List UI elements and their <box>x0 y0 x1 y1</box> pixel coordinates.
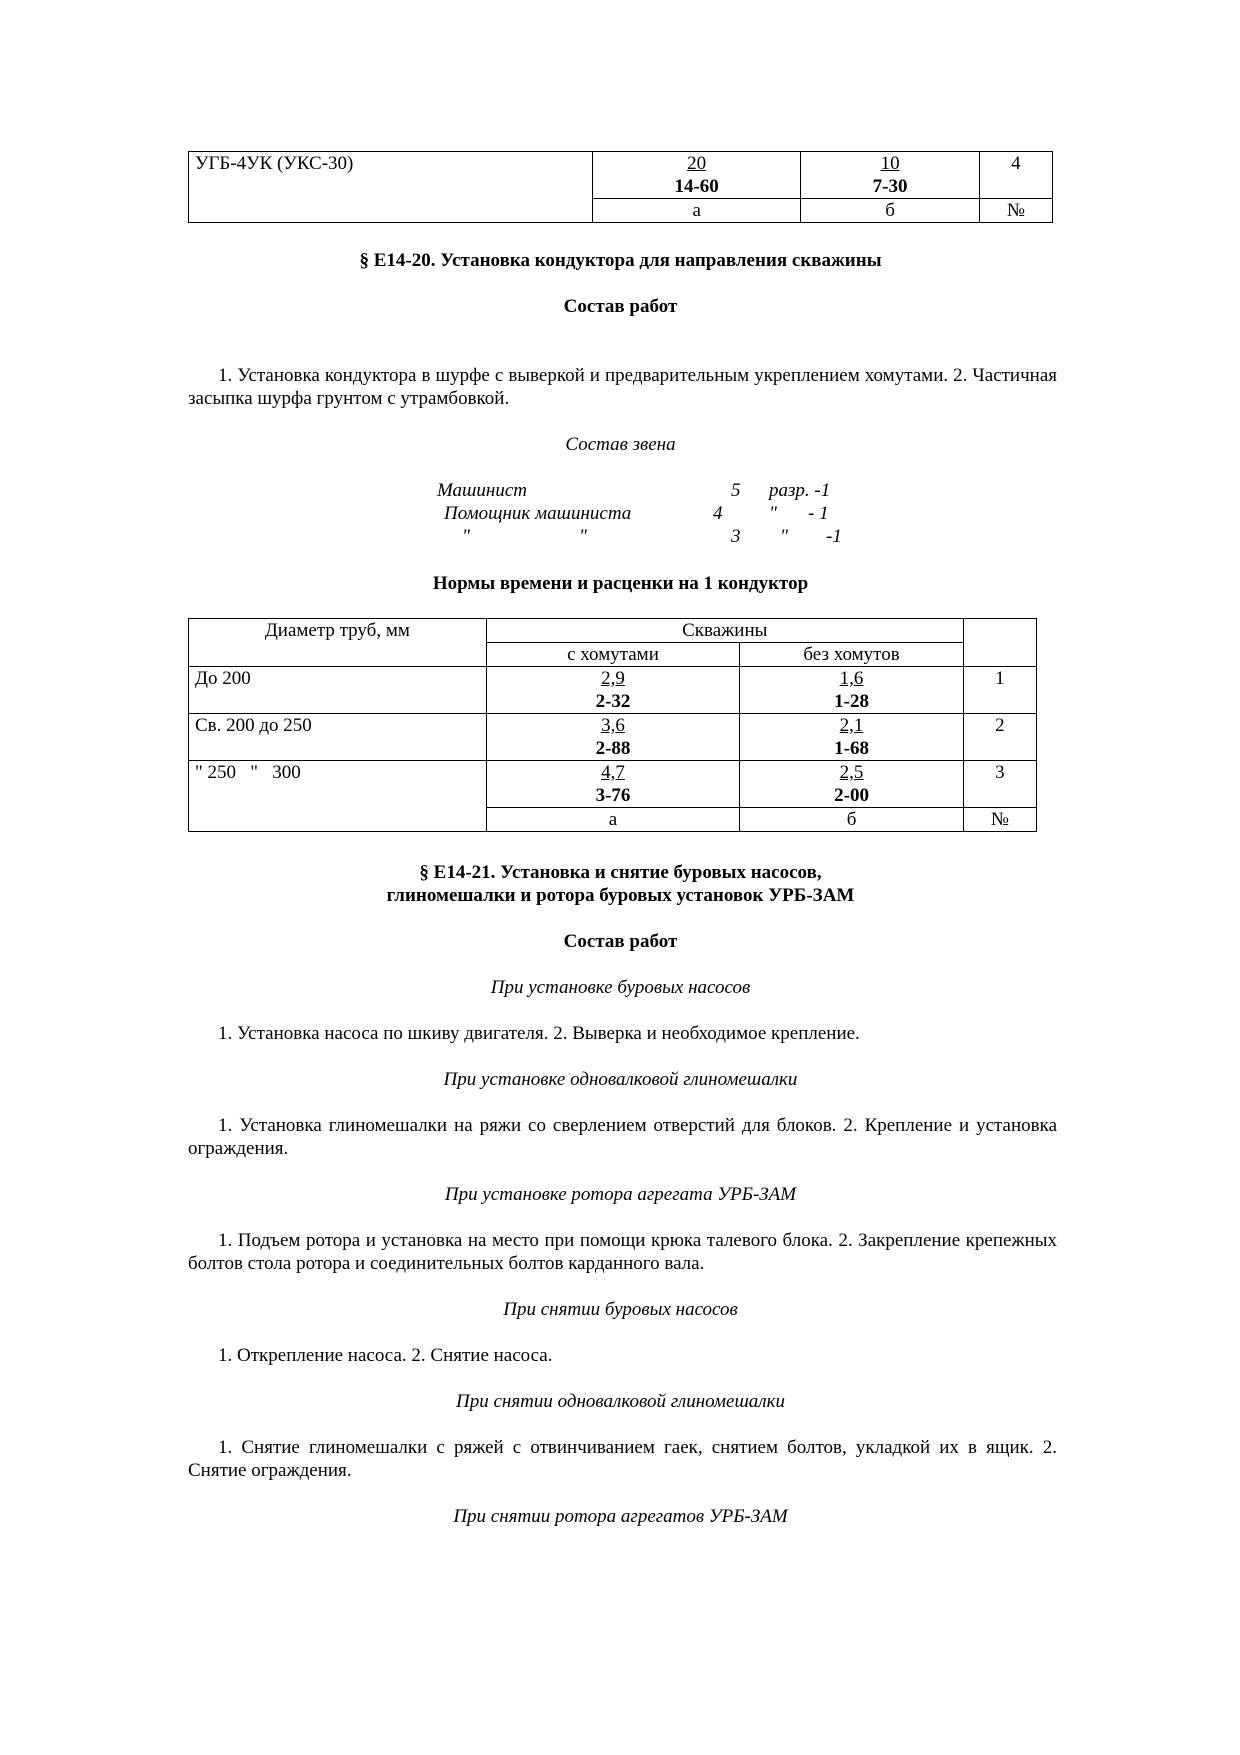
price-b: 7-30 <box>872 176 908 197</box>
price: 1-68 <box>834 738 869 759</box>
row-num: 3 <box>963 761 1036 808</box>
norm: 2,5 <box>839 762 864 783</box>
crew-grade-1: 5 <box>731 480 741 501</box>
col-wells: Скважины <box>486 619 963 643</box>
norm: 3,6 <box>601 715 625 736</box>
section21-title-line2: глиномешалки и ротора буровых установок УРБ-ЗАМ <box>386 885 855 906</box>
section21-title-line1: § Е14-21. Установка и снятие буровых насосов, <box>419 862 822 883</box>
sub-heading-2: При установке одновалковой глиномешалки <box>443 1069 798 1090</box>
footer-b: б <box>801 199 979 223</box>
price: 3-76 <box>595 785 631 806</box>
col-diameter: Диаметр труб, мм <box>189 619 487 667</box>
table-row <box>189 667 1037 714</box>
sub-heading-1: При установке буровых насосов <box>490 977 751 998</box>
price: 2-32 <box>595 691 631 712</box>
sub-heading-6: При снятии ротора агрегатов УРБ-ЗАМ <box>453 1506 788 1527</box>
crew-count-3: -1 <box>826 526 842 547</box>
norm: 4,7 <box>601 762 625 783</box>
cell-without <box>740 667 964 714</box>
norm: 2,9 <box>601 668 625 689</box>
item-text-4: 1. Открепление насоса. 2. Снятие насоса. <box>218 1345 553 1366</box>
crew-mark-3: " <box>780 526 788 547</box>
row-number-cell <box>979 152 1052 199</box>
sub-heading-4: При снятии буровых насосов <box>503 1299 738 1320</box>
cell-with <box>486 714 740 761</box>
row-num: 1 <box>963 667 1036 714</box>
cell-with <box>486 761 740 808</box>
section20-title: § Е14-20. Установка кондуктора для направления скважины <box>359 250 882 271</box>
price: 2-88 <box>595 738 631 759</box>
sub-heading-3: При установке ротора агрегата УРБ-ЗАМ <box>444 1184 797 1205</box>
crew-grade-2: 4 <box>713 503 723 524</box>
table-row <box>189 714 1037 761</box>
col-num-blank <box>963 619 1036 667</box>
crew-role-1: Машинист <box>437 480 527 501</box>
row-label: " 250 " 300 <box>189 761 487 832</box>
cell-with <box>486 667 740 714</box>
cell-without <box>740 761 964 808</box>
sub-heading-5: При снятии одновалковой глиномешалки <box>456 1391 785 1412</box>
footer-num: № <box>963 808 1036 832</box>
machine-name-cell <box>189 152 593 223</box>
crew-count-2: - 1 <box>808 503 829 524</box>
item-text-2: 1. Установка глиномешалки на ряжи со сверлением отверстий для блоков. 2. Крепление и установка ограждения. <box>188 1115 1057 1159</box>
row-label: Св. 200 до 250 <box>189 714 487 761</box>
footer-b: б <box>740 808 964 832</box>
row-number: 4 <box>1011 153 1021 174</box>
section20-work-text: 1. Установка кондуктора в шурфе с выверкой и предварительным укреплением хомутами. 2. Частичная засыпка шурфа грунтом с утрамбовкой. <box>188 365 1057 409</box>
section20-norms-heading: Нормы времени и расценки на 1 кондуктор <box>432 573 809 594</box>
crew-grade-3: 3 <box>731 526 741 547</box>
footer-num: № <box>979 199 1052 223</box>
norm-b: 10 <box>880 153 900 174</box>
section21-work-heading: Состав работ <box>563 931 678 952</box>
table-row <box>189 761 1037 808</box>
col-without-clamps: без хомутов <box>740 643 964 667</box>
item-text-5: 1. Снятие глиномешалки с ряжей с отвинчиванием гаек, снятием болтов, укладкой их в ящик. 2. Снятие ограждения. <box>188 1437 1057 1481</box>
norm: 1,6 <box>839 668 864 689</box>
crew-role-2: Помощник машиниста <box>444 503 632 524</box>
footer-a: а <box>592 199 800 223</box>
crew-mark-2: " <box>769 503 777 524</box>
norm: 2,1 <box>839 715 864 736</box>
row-num: 2 <box>963 714 1036 761</box>
top-norms-table <box>188 151 1053 223</box>
crew-unit-1: разр. -1 <box>769 480 831 501</box>
norm-b-cell <box>801 152 979 199</box>
footer-a: а <box>486 808 740 832</box>
price-a: 14-60 <box>674 176 719 197</box>
price: 2-00 <box>834 785 869 806</box>
price: 1-28 <box>834 691 869 712</box>
cell-without <box>740 714 964 761</box>
section20-norms-table <box>188 618 1037 832</box>
norm-a: 20 <box>687 153 707 174</box>
crew-role-mark-3a: " <box>462 526 470 547</box>
row-label: До 200 <box>189 667 487 714</box>
col-with-clamps: с хомутами <box>486 643 740 667</box>
section20-crew-heading: Состав звена <box>565 434 676 455</box>
machine-name: УГБ-4УК (УКС-30) <box>195 153 354 174</box>
section20-work-heading: Состав работ <box>563 296 678 317</box>
item-text-1: 1. Установка насоса по шкиву двигателя. 2. Выверка и необходимое крепление. <box>218 1023 860 1044</box>
norm-a-cell <box>592 152 800 199</box>
crew-role-mark-3b: " <box>579 526 587 547</box>
item-text-3: 1. Подъем ротора и установка на место при помощи крюка талевого блока. 2. Закрепление крепежных болтов стола ротора и соединительных болтов карданного вала. <box>188 1230 1057 1274</box>
